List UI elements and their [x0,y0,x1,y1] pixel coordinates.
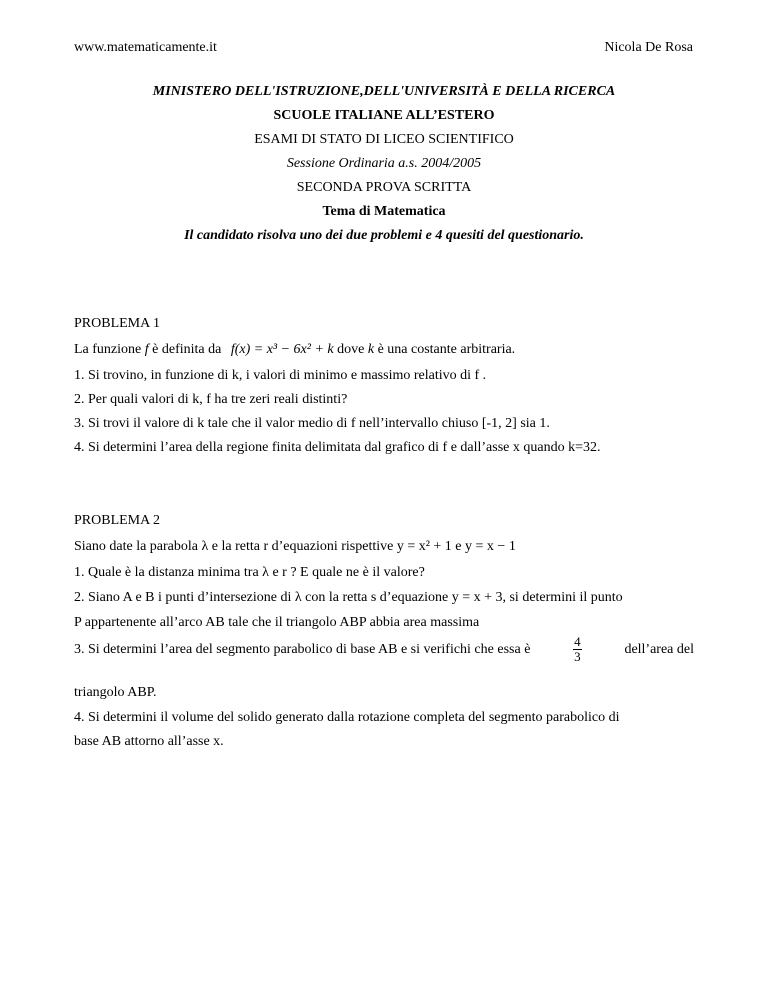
problem1-intro-k: k [367,342,375,357]
header-author: Nicola De Rosa [604,40,693,55]
problem2-q4-line2: base AB attorno all’asse x. [74,734,224,749]
problem1-q3: 3. Si trovi il valore di k tale che il valor medio di f nell’intervallo chiuso [-1, 2] sia 1. [74,416,550,431]
exam-title: ESAMI DI STATO DI LICEO SCIENTIFICO [254,132,514,147]
problem2-q3-tail: dell’area del [624,642,694,657]
problem2-q3-text: 3. Si determini l’area del segmento parabolico di base AB e si verifichi che essa è [74,642,531,657]
school-title: SCUOLE ITALIANE ALL’ESTERO [273,108,495,123]
fraction-four-thirds [573,635,582,664]
fraction-denominator: 3 [574,649,581,664]
problem1-formula: f(x) = x³ − 6x² + k [230,342,334,357]
problem2-q4-line1: 4. Si determini il volume del solido generato dalla rotazione completa del segmento parabolico di [74,710,620,725]
problem2-intro: Siano date la parabola λ e la retta r d’equazioni rispettive y = x² + 1 e y = x − 1 [74,539,516,554]
problem1-intro-text-c: dove [333,342,368,357]
problem1-q1: 1. Si trovino, in funzione di k, i valori di minimo e massimo relativo di f . [74,368,487,383]
problem1-heading: PROBLEMA 1 [74,316,160,331]
problem2-q3-line1 [74,635,694,664]
header-website: www.matematicamente.it [74,40,217,55]
ministry-title: MINISTERO DELL'ISTRUZIONE,DELL'UNIVERSITÀ E DELLA RICERCA [152,84,616,99]
problem2-q3-line2: triangolo ABP. [74,685,157,700]
problem2-q2-line2: P appartenente all’arco AB tale che il triangolo ABP abbia area massima [74,615,480,630]
problem1-intro-text-d: è una costante arbitraria. [374,342,516,357]
fraction-numerator: 4 [574,634,581,649]
subject-title: Tema di Matematica [322,204,446,219]
problem2-q1: 1. Quale è la distanza minima tra λ e r ? E quale ne è il valore? [74,565,425,580]
problem1-intro [74,341,694,358]
session-title: Sessione Ordinaria a.s. 2004/2005 [286,156,482,171]
problem1-q2: 2. Per quali valori di k, f ha tre zeri reali distinti? [74,392,348,407]
problem1-q4: 4. Si determini l’area della regione finita delimitata dal grafico di f e dall’asse x quando k=32. [74,440,601,455]
problem2-heading: PROBLEMA 2 [74,513,160,528]
problem1-intro-text-a: La funzione [74,342,145,357]
problem1-intro-f: f [144,342,149,357]
problem2-q2-line1: 2. Siano A e B i punti d’intersezione di λ con la retta s d’equazione y = x + 3, si determini il punto [74,590,623,605]
problem1-intro-text-b: è definita da [148,342,225,357]
instructions: Il candidato risolva uno dei due problemi e 4 quesiti del questionario. [184,228,584,243]
test-title: SECONDA PROVA SCRITTA [296,180,472,195]
